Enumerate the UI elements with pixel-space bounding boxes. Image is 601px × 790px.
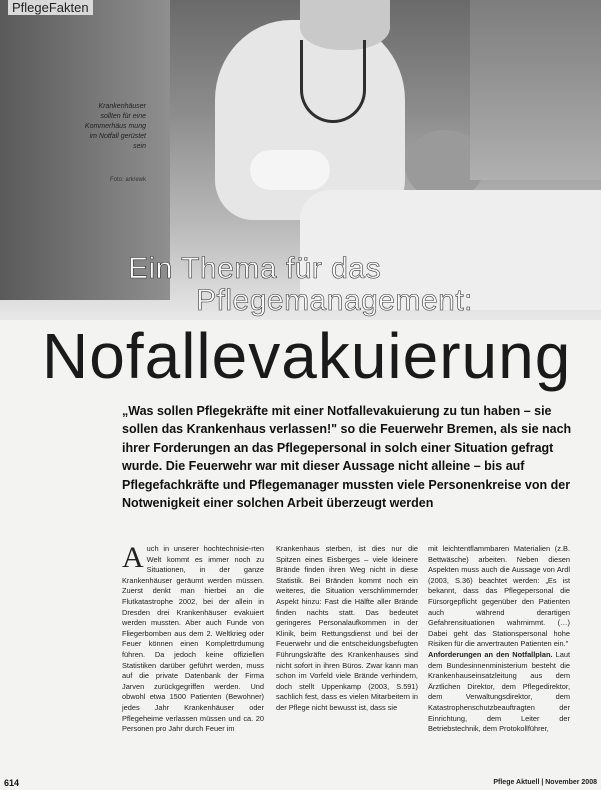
page-number: 614 bbox=[4, 778, 20, 788]
section-label: PflegeFakten bbox=[8, 0, 93, 15]
body-column-3 bbox=[428, 544, 570, 735]
column-1-text: uch in unserer hochtechnisie-rten Welt kommt es immer noch zu Situationen, in der ganze Krankenhäuser geräumt werden müssen. Zuerst denkt man hierbei an die Flutkatastrophe 2002, bei der allein in Dresden drei Krankenhäuser evakuiert werden mussten. Aber auch Funde von Fliegerbomben aus dem 2. Weltkrieg oder Feuer können einen Komplettrdumung führen. Da jedoch keine offiziellen Statistiken darüber geführt werden, muss auf die private Datenbank der Firma Jarven zurückgegriffen werden. Und obwohl etwa 1500 Patienten (Bewohner) jedes Jahr Krankenhäuser oder Pflegeheime verlassen müssen und ca. 20 Personen pro Jahr durch Feuer im bbox=[122, 544, 264, 734]
body-column-1 bbox=[122, 541, 264, 735]
body-column-2 bbox=[276, 544, 418, 714]
lead-paragraph: „Was sollen Pflegekräfte mit einer Notfallevakuierung zu tun haben – sie sollen das Krankenhaus verlassen!" so die Feuerwehr Bremen, als sie nach ihrer Forderungen an das Pflegepersonal in solch einer Situation gefragt wurde. Die Feuerwehr war mit dieser Aussage nicht alleine – bis auf Pflegefachkräfte und Pflegemanager mussten viele Personenkreise von der Notwenigkeit einer solchen Arbeit überzeugt werden bbox=[122, 404, 572, 511]
photo-stethoscope bbox=[300, 40, 366, 123]
kicker-line-1: Ein Thema für das bbox=[128, 252, 382, 285]
column-3-subhead: Anforderungen an den Notfallplan. bbox=[428, 649, 553, 659]
photo-credit: Foto: ark/ewk bbox=[109, 177, 146, 183]
journal-footer: Pflege Aktuell | November 2008 bbox=[493, 779, 597, 786]
photo-caption: Krankenhäuser sollten für eine Kommerhäus mung im Notfall gerüstet sein bbox=[84, 103, 146, 150]
headline: Nofallevakuierung bbox=[42, 320, 572, 392]
drop-cap: A bbox=[122, 541, 144, 574]
photo-right-figure bbox=[470, 0, 601, 180]
photo-glove-hand bbox=[250, 150, 330, 190]
column-3-text: mit leichtentflammbaren Materialien (z.B. Bettwäsche) arbeiten. Neben diesen Aspekten muss auch die Aussage von Ardl (2003, S.36) beachtet werden: „Es ist bekannt, dass das Pflegepersonal die Fürsorgepflicht gegenüber den Patienten auch während derartigen Gefahrensituationen wahrnimmt. (…) Dabei geht das Stationspersonal hohe Risiken für die anvertrauten Patienten ein." bbox=[428, 544, 570, 649]
column-3-text-2: Laut dem Bundesinnenministerium besteht die Krankenhauseinsatzleitung aus dem Ärztlichen Direktor, dem Pflegedirektor, dem Verwaltungsdirektor, dem Katastrophenschutzbeauftragten der Einrichtung, dem Leiter der Betriebstechnik, dem Protokollführer, bbox=[428, 649, 570, 734]
column-2-text: Krankenhaus sterben, ist dies nur die Spitzen eines Eisberges – viele kleinere Brände finden ihren Weg nicht in diese Statistik. Bei Bränden kommt noch ein weiteres, die Situation verschlimmernder Aspekt hinzu: Fast die Hälfte aller Brände finden nachts statt. Das bedeutet geringeres Personalaufkommen in der Klinik, beim Rettungsdienst und bei der Feuerwehr und die entscheidungsbefugten Führungskräfte des Krankenhauses sind nicht sofort in ihren Büros. Zwar kann man schon im Vorfeld viele Brände verhindern, doch stellt Uppenkamp (2003, S.591) sachlich fest, dass es vielen Mitarbeitern in der Pflege nicht bewusst ist, dass sie bbox=[276, 544, 418, 712]
kicker-line-2: Pflegemanagement: bbox=[196, 284, 474, 317]
